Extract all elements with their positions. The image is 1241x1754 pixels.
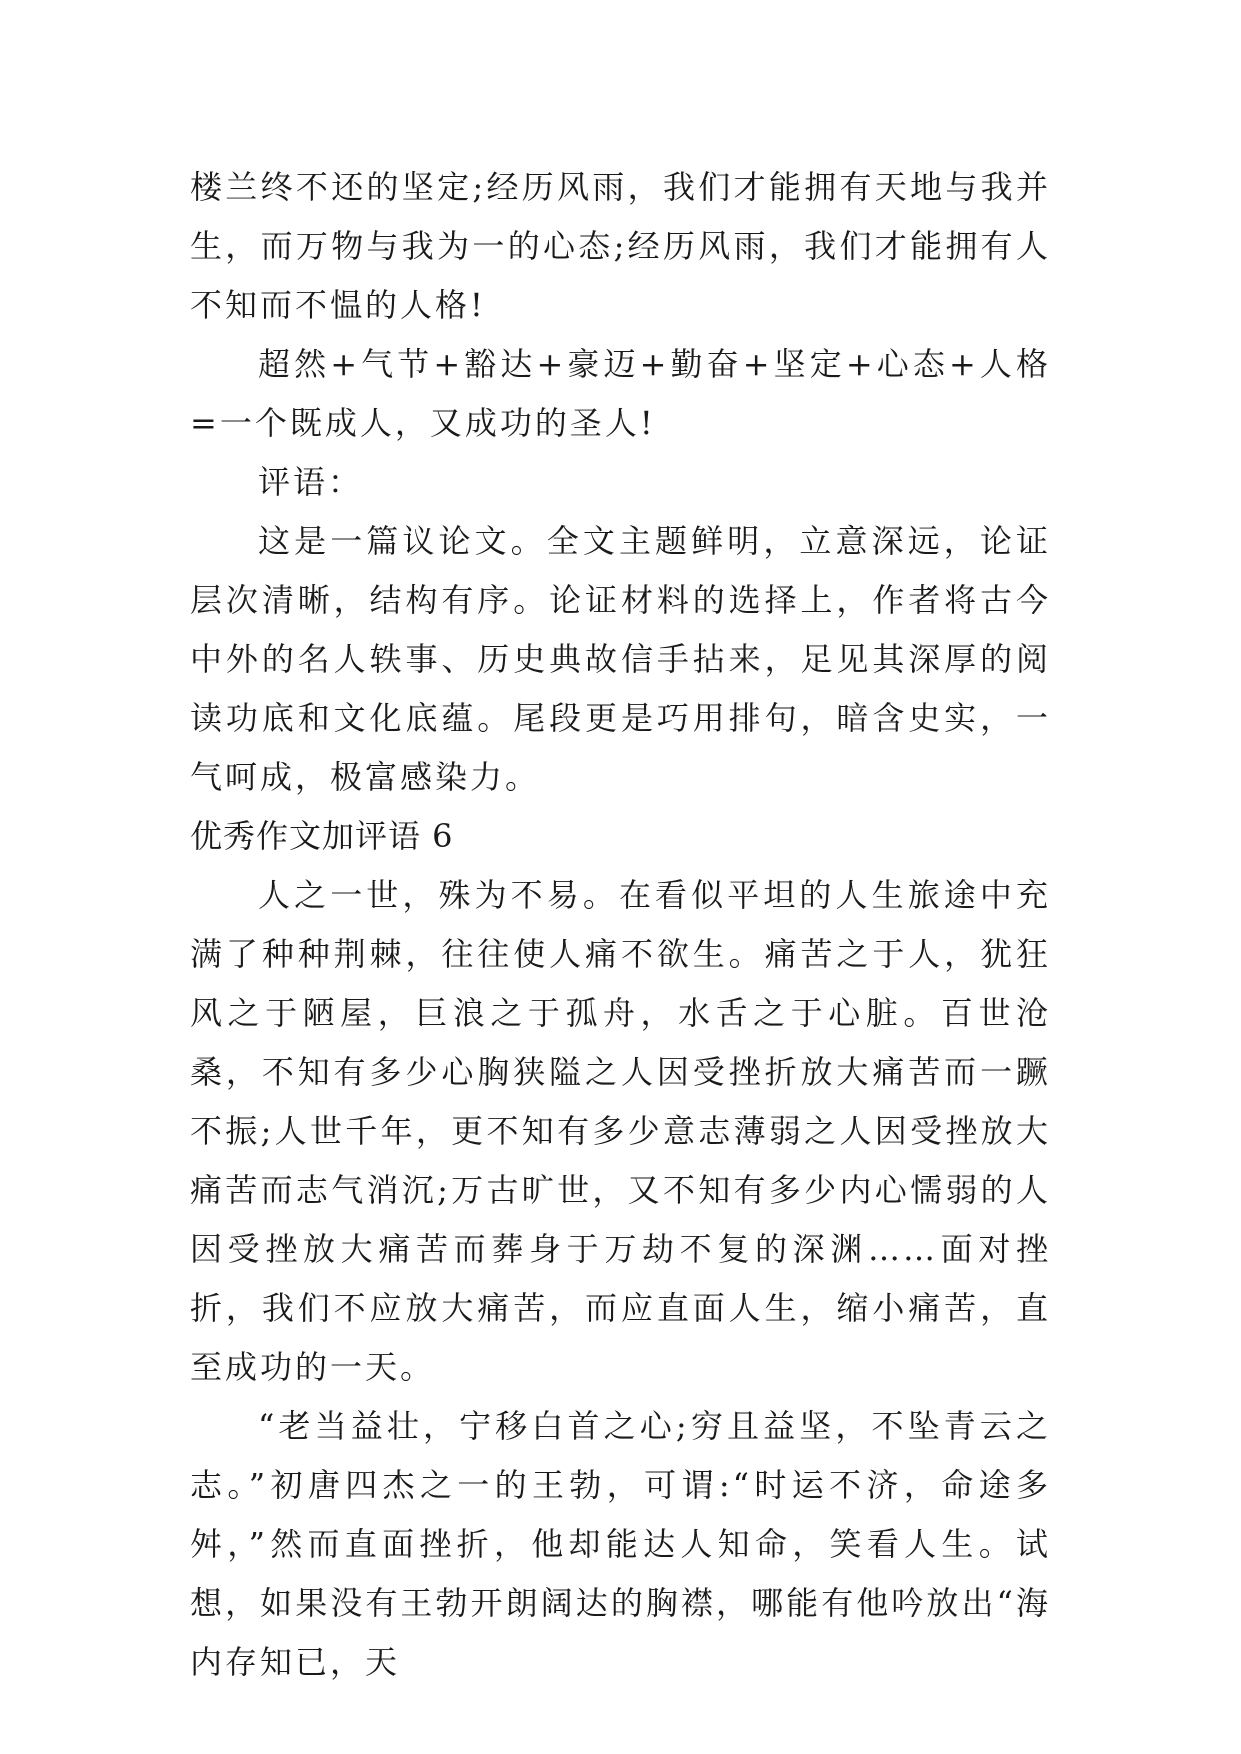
- paragraph-comment: 这是一篇议论文。全文主题鲜明，立意深远，论证层次清晰，结构有序。论证材料的选择上，作者将古今中外的名人轶事、历史典故信手拈来，足见其深厚的阅读功底和文化底蕴。尾段更是巧用排句，暗含史实，一气呵成，极富感染力。: [190, 522, 1051, 796]
- paragraph-essay-wangbo: “老当益壮，宁移白首之心;穷且益坚，不坠青云之志。”初唐四杰之一的王勃，可谓:“时运不济，命途多舛，”然而直面挫折，他却能达人知命，笑看人生。试想，如果没有王勃开朗阔达的胸襟，哪能有他吟放出“海内存知已，天: [190, 1407, 1051, 1681]
- paragraph-continuation: 楼兰终不还的坚定;经历风雨，我们才能拥有天地与我并生，而万物与我为一的心态;经历风雨，我们才能拥有人不知而不愠的人格!: [190, 168, 1051, 324]
- document-body: [190, 158, 1051, 1692]
- section-heading: 优秀作文加评语 6: [190, 817, 454, 855]
- comment-label: 评语：: [258, 463, 364, 501]
- paragraph-summary-formula: 超然+气节+豁达+豪迈+勤奋+坚定+心态+人格=一个既成人，又成功的圣人!: [190, 345, 1051, 442]
- paragraph-essay-intro: 人之一世，殊为不易。在看似平坦的人生旅途中充满了种种荆棘，往往使人痛不欲生。痛苦之于人，犹狂风之于陋屋，巨浪之于孤舟，水舌之于心脏。百世沧桑，不知有多少心胸狭隘之人因受挫折放大痛苦而一蹶不振;人世千年，更不知有多少意志薄弱之人因受挫放大痛苦而志气消沉;万古旷世，又不知有多少内心懦弱的人因受挫放大痛苦而葬身于万劫不复的深渊……面对挫折，我们不应放大痛苦，而应直面人生，缩小痛苦，直至成功的一天。: [190, 876, 1051, 1386]
